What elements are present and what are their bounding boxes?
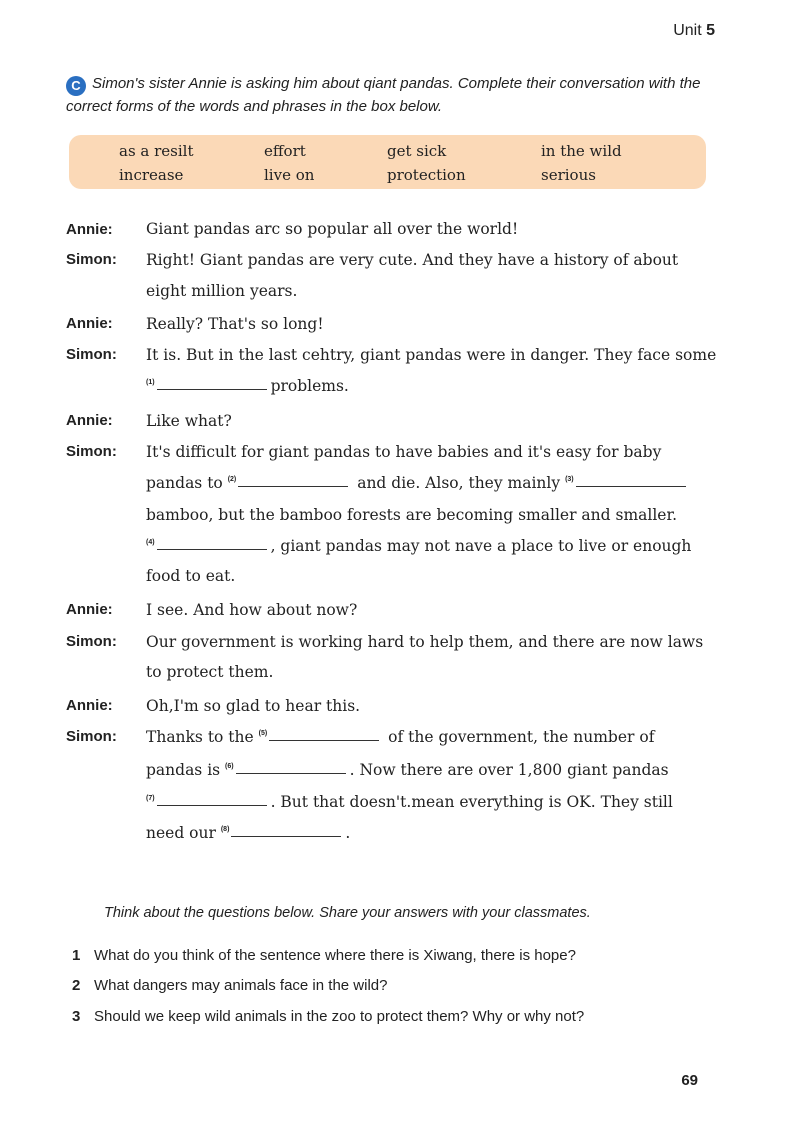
speaker-label: Simon: [66,251,117,268]
word-box-item: protection [387,166,466,184]
dialogue-line: food to eat. [146,567,236,585]
dialogue-line: bamboo, but the bamboo forests are becoming smaller and smaller. [146,506,678,524]
unit-word: Unit [673,22,702,39]
blank-number: (1) [146,379,155,386]
word-box [69,135,706,189]
line-text: . [345,824,351,842]
line-text: Thanks to the [146,728,254,746]
line-text: pandas to [146,474,223,492]
word-box-item: effort [264,142,306,160]
answer-blank-3[interactable] [576,485,686,487]
line-text: need our [146,824,216,842]
question-text: What dangers may animals face in the wild? [94,977,388,994]
dialogue-line: Oh,I'm so glad to hear this. [146,697,361,715]
speaker-label: Annie: [66,315,113,332]
question-number: 2 [72,977,81,994]
exercise-instruction [66,73,726,117]
answer-blank-2[interactable] [238,485,348,487]
word-box-item: increase [119,166,184,184]
dialogue-line: Right! Giant pandas are very cute. And they have a history of about [146,251,679,269]
speaker-label: Annie: [66,697,113,714]
answer-blank-8[interactable] [231,835,341,837]
blank-number: (3) [565,476,574,483]
answer-blank-1[interactable] [157,388,267,390]
discussion-question [72,947,576,964]
line-text: and die. Also, they mainly [357,474,561,492]
instruction-text: Simon's sister Annie is asking him about qiant pandas. Complete their conversation with the correct forms of the words and phrases in the box below. [66,75,701,115]
dialogue-line: Our government is working hard to help them, and there are now laws [146,633,704,651]
dialogue-line: Like what? [146,412,232,430]
discussion-question [72,1008,584,1025]
blank-number: (6) [225,763,234,770]
speaker-label: Annie: [66,601,113,618]
dialogue-line: Giant pandas arc so popular all over the world! [146,220,519,238]
word-box-item: live on [264,166,315,184]
dialogue-line-blank-6 [146,761,669,779]
blank-number: (5) [258,730,268,737]
dialogue-line-blank-8 [146,824,350,842]
word-box-item: get sick [387,142,447,160]
answer-blank-6[interactable] [236,772,346,774]
page-number: 69 [681,1072,698,1089]
question-number: 1 [72,947,81,964]
line-text: pandas is [146,761,221,779]
dialogue-line: to protect them. [146,663,274,681]
dialogue-line: It is. But in the last cehtry, giant pandas were in danger. They face some [146,346,717,364]
speaker-label: Annie: [66,221,113,238]
discussion-question [72,977,387,994]
answer-blank-4[interactable] [157,548,267,550]
word-box-item: as a resilt [119,142,194,160]
line-text: . Now there are over 1,800 giant pandas [349,761,669,779]
dialogue-line: I see. And how about now? [146,601,358,619]
speaker-label: Simon: [66,443,117,460]
dialogue-line-blank-5 [146,728,654,746]
answer-blank-5[interactable] [269,739,379,741]
blank-number: (4) [146,539,155,546]
unit-label [673,22,715,40]
blank-number: (7) [146,795,155,802]
think-prompt: Think about the questions below. Share your answers with your classmates. [104,905,591,921]
line-text: problems. [270,377,349,395]
answer-blank-7[interactable] [157,804,267,806]
blank-number: (2) [227,476,237,483]
speaker-label: Simon: [66,346,117,363]
word-box-item: in the wild [541,142,622,160]
unit-number: 5 [706,22,715,39]
exercise-badge: C [66,76,86,96]
speaker-label: Simon: [66,728,117,745]
question-text: Should we keep wild animals in the zoo to protect them? Why or why not? [94,1008,585,1025]
question-number: 3 [72,1008,81,1025]
dialogue-line: Really? That's so long! [146,315,324,333]
line-text: . But that doesn't.mean everything is OK. They still [270,793,673,811]
blank-number: (8) [220,826,230,833]
word-box-item: serious [541,166,596,184]
dialogue-line-blank-2-3 [146,474,690,492]
dialogue-line-blank-1 [146,377,349,395]
dialogue-line: It's difficult for giant pandas to have babies and it's easy for baby [146,443,662,461]
speaker-label: Simon: [66,633,117,650]
dialogue-line-blank-7 [146,793,673,811]
line-text: of the government, the number of [388,728,655,746]
line-text: , giant pandas may not nave a place to live or enough [270,537,692,555]
dialogue-line: eight million years. [146,282,298,300]
dialogue-line-blank-4 [146,537,691,555]
speaker-label: Annie: [66,412,113,429]
question-text: What do you think of the sentence where there is Xiwang, there is hope? [94,947,576,964]
